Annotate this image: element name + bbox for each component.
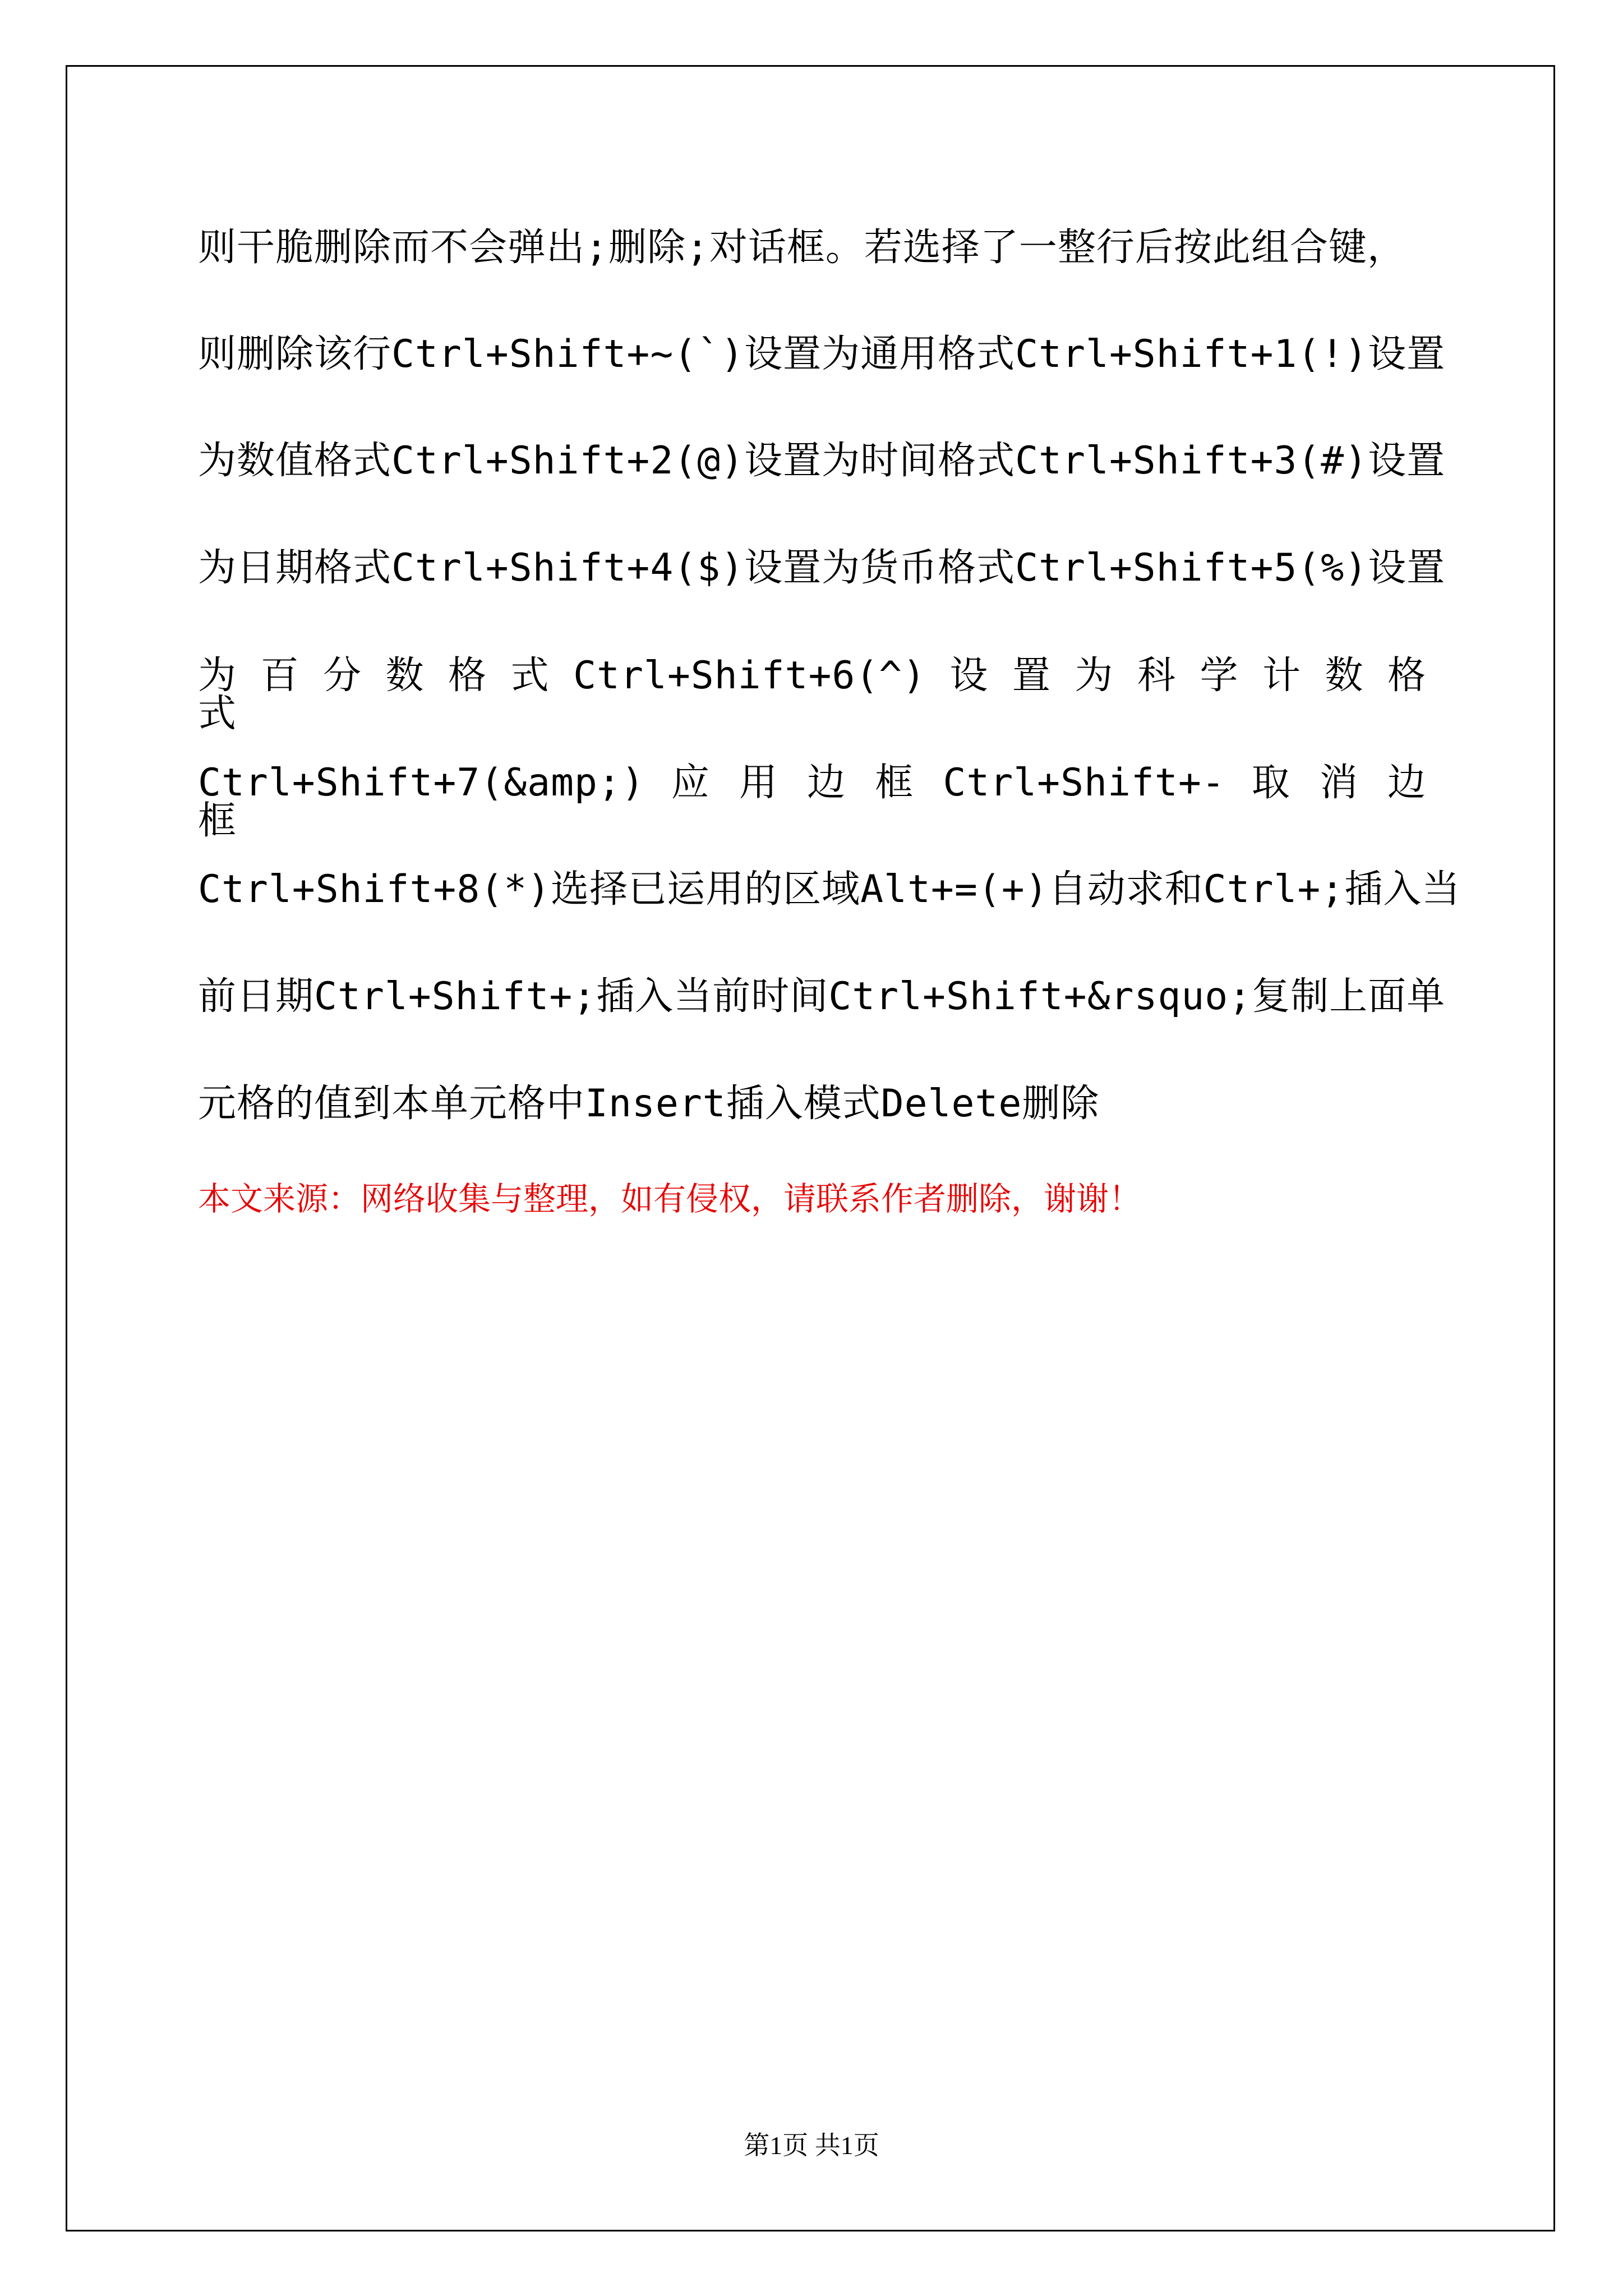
page-border — [66, 65, 1555, 2231]
body-text-line-4: 为日期格式Ctrl+Shift+4($)设置为货币格式Ctrl+Shift+5(%)设置 — [198, 546, 1446, 590]
body-text-line-5: 为 百 分 数 格 式 Ctrl+Shift+6(^) 设 置 为 科 学 计 数 格 式 — [198, 654, 1426, 736]
body-text-line-8: 前日期Ctrl+Shift+;插入当前时间Ctrl+Shift+&rsquo;复制上面单 — [198, 974, 1446, 1019]
source-disclaimer: 本文来源：网络收集与整理，如有侵权，请联系作者删除，谢谢！ — [198, 1180, 1142, 1218]
body-text-line-2: 则删除该行Ctrl+Shift+~(`)设置为通用格式Ctrl+Shift+1(!)设置 — [198, 332, 1446, 376]
body-text-line-6: Ctrl+Shift+7(&amp;) 应 用 边 框 Ctrl+Shift+- 取 消 边 框 — [198, 761, 1426, 843]
body-text-line-3: 为数值格式Ctrl+Shift+2(@)设置为时间格式Ctrl+Shift+3(#)设置 — [198, 439, 1446, 483]
body-text-line-1: 则干脆删除而不会弹出;删除;对话框。若选择了一整行后按此组合键， — [198, 226, 1406, 270]
body-text-line-7: Ctrl+Shift+8(*)选择已运用的区域Alt+=(+)自动求和Ctrl+;插入当 — [198, 867, 1461, 912]
page-number-footer: 第1页 共1页 — [744, 2131, 879, 2160]
body-text-line-9: 元格的值到本单元格中Insert插入模式Delete删除 — [198, 1082, 1100, 1126]
